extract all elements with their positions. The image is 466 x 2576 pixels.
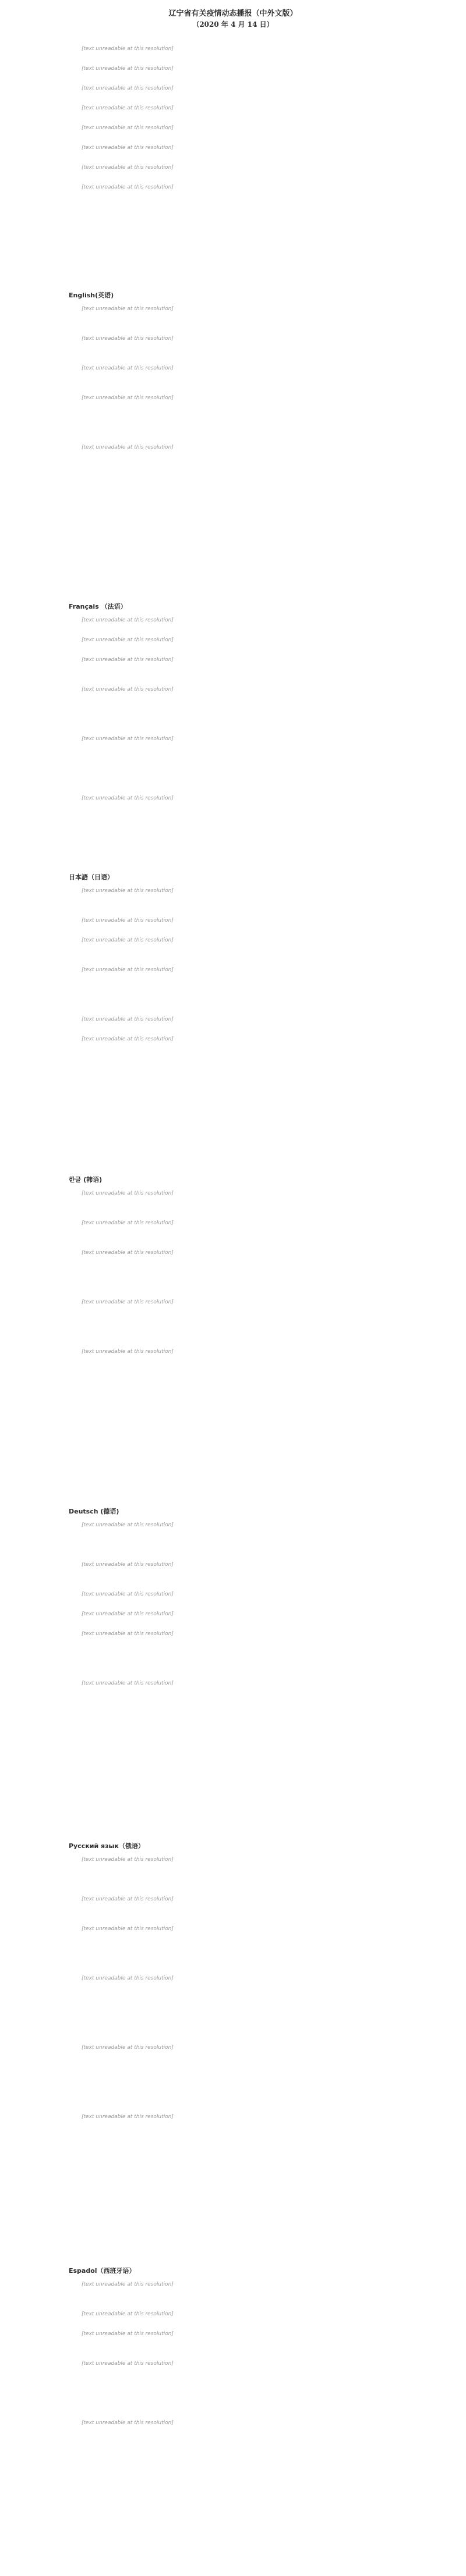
paragraph — [69, 1188, 397, 1218]
section-heading: English(英语) — [69, 292, 114, 299]
paragraph — [69, 1034, 397, 1083]
unreadable-placeholder: [text unreadable at this resolution] — [82, 165, 174, 170]
unreadable-placeholder: [text unreadable at this resolution] — [82, 86, 174, 91]
paragraph — [69, 734, 397, 793]
unreadable-placeholder: [text unreadable at this resolution] — [82, 795, 174, 801]
paragraph — [69, 1589, 397, 1609]
paragraph — [69, 182, 397, 212]
unreadable-placeholder: [text unreadable at this resolution] — [82, 445, 174, 450]
section-heading: 日本語（日语） — [69, 873, 114, 881]
paragraph — [69, 393, 397, 442]
paragraph — [69, 1218, 397, 1248]
paragraph — [69, 793, 397, 811]
unreadable-placeholder: [text unreadable at this resolution] — [82, 2114, 174, 2120]
document-title: 辽宁省有关疫情动态播报（中外文版） — [168, 9, 298, 18]
unreadable-placeholder: [text unreadable at this resolution] — [82, 1680, 174, 1686]
paragraph — [69, 1520, 397, 1559]
unreadable-placeholder: [text unreadable at this resolution] — [82, 1349, 174, 1355]
section-japanese — [69, 873, 397, 1083]
unreadable-placeholder: [text unreadable at this resolution] — [82, 395, 174, 401]
section-heading: Espadol（西班牙语） — [69, 2267, 136, 2275]
unreadable-placeholder: [text unreadable at this resolution] — [82, 687, 174, 692]
unreadable-placeholder: [text unreadable at this resolution] — [82, 1611, 174, 1617]
section-korean — [69, 1175, 397, 1406]
unreadable-placeholder: [text unreadable at this resolution] — [82, 1896, 174, 1902]
unreadable-placeholder: [text unreadable at this resolution] — [82, 1926, 174, 1932]
document-date: （2020 年 4 月 14 日） — [192, 20, 274, 29]
unreadable-placeholder: [text unreadable at this resolution] — [82, 184, 174, 190]
unreadable-placeholder: [text unreadable at this resolution] — [82, 1250, 174, 1256]
unreadable-placeholder: [text unreadable at this resolution] — [82, 125, 174, 131]
paragraph — [69, 655, 397, 684]
paragraph — [69, 2418, 397, 2477]
paragraph — [69, 162, 397, 182]
unreadable-placeholder: [text unreadable at this resolution] — [82, 306, 174, 312]
paragraph — [69, 333, 397, 363]
paragraph — [69, 1559, 397, 1589]
unreadable-placeholder: [text unreadable at this resolution] — [82, 145, 174, 151]
paragraph — [69, 965, 397, 1014]
unreadable-placeholder: [text unreadable at this resolution] — [82, 1562, 174, 1568]
paragraph — [69, 123, 397, 143]
section-heading: 한글 (韩语) — [69, 1176, 103, 1184]
paragraph — [69, 2329, 397, 2358]
unreadable-placeholder: [text unreadable at this resolution] — [82, 637, 174, 643]
paragraph — [69, 935, 397, 965]
section-heading: Русский язык（俄语） — [69, 1842, 144, 1850]
paragraph — [69, 1973, 397, 2042]
unreadable-placeholder: [text unreadable at this resolution] — [82, 736, 174, 742]
unreadable-placeholder: [text unreadable at this resolution] — [82, 1017, 174, 1022]
unreadable-placeholder: [text unreadable at this resolution] — [82, 1631, 174, 1637]
unreadable-placeholder: [text unreadable at this resolution] — [82, 365, 174, 371]
unreadable-placeholder: [text unreadable at this resolution] — [82, 937, 174, 943]
paragraph — [69, 1609, 397, 1629]
unreadable-placeholder: [text unreadable at this resolution] — [82, 2282, 174, 2287]
paragraph — [69, 103, 397, 123]
paragraph — [69, 1629, 397, 1678]
paragraph — [69, 442, 397, 492]
unreadable-placeholder: [text unreadable at this resolution] — [82, 1857, 174, 1863]
unreadable-placeholder: [text unreadable at this resolution] — [82, 336, 174, 342]
section-russian — [69, 1842, 397, 2131]
paragraph — [69, 1678, 397, 1728]
paragraph — [69, 83, 397, 103]
paragraph — [69, 1346, 397, 1406]
paragraph — [69, 44, 397, 63]
paragraph — [69, 635, 397, 655]
paragraph — [69, 915, 397, 935]
unreadable-placeholder: [text unreadable at this resolution] — [82, 1191, 174, 1196]
unreadable-placeholder: [text unreadable at this resolution] — [82, 888, 174, 894]
section-chinese — [69, 44, 397, 212]
unreadable-placeholder: [text unreadable at this resolution] — [82, 1591, 174, 1597]
paragraph — [69, 1014, 397, 1034]
unreadable-placeholder: [text unreadable at this resolution] — [82, 918, 174, 923]
unreadable-placeholder: [text unreadable at this resolution] — [82, 105, 174, 111]
unreadable-placeholder: [text unreadable at this resolution] — [82, 2420, 174, 2426]
paragraph — [69, 1248, 397, 1297]
paragraph — [69, 615, 397, 635]
section-english — [69, 291, 397, 492]
paragraph — [69, 63, 397, 83]
section-heading: Français （法语） — [69, 603, 127, 610]
paragraph — [69, 363, 397, 393]
section-heading: Deutsch (德语) — [69, 1508, 119, 1515]
paragraph — [69, 2042, 397, 2112]
unreadable-placeholder: [text unreadable at this resolution] — [82, 46, 174, 52]
title-block — [69, 9, 397, 30]
unreadable-placeholder: [text unreadable at this resolution] — [82, 2045, 174, 2051]
paragraph — [69, 684, 397, 734]
unreadable-placeholder: [text unreadable at this resolution] — [82, 1522, 174, 1528]
paragraph — [69, 2112, 397, 2131]
section-german — [69, 1507, 397, 1728]
section-french — [69, 602, 397, 811]
unreadable-placeholder: [text unreadable at this resolution] — [82, 1220, 174, 1226]
paragraph — [69, 1894, 397, 1924]
paragraph — [69, 2309, 397, 2329]
paragraph — [69, 1297, 397, 1346]
unreadable-placeholder: [text unreadable at this resolution] — [82, 617, 174, 623]
paragraph — [69, 2358, 397, 2418]
unreadable-placeholder: [text unreadable at this resolution] — [82, 2361, 174, 2367]
paragraph — [69, 143, 397, 162]
paragraph — [69, 2279, 397, 2309]
unreadable-placeholder: [text unreadable at this resolution] — [82, 66, 174, 72]
unreadable-placeholder: [text unreadable at this resolution] — [82, 1036, 174, 1042]
unreadable-placeholder: [text unreadable at this resolution] — [82, 967, 174, 973]
paragraph — [69, 304, 397, 333]
unreadable-placeholder: [text unreadable at this resolution] — [82, 1299, 174, 1305]
unreadable-placeholder: [text unreadable at this resolution] — [82, 657, 174, 663]
paragraph — [69, 886, 397, 915]
paragraph — [69, 1924, 397, 1973]
unreadable-placeholder: [text unreadable at this resolution] — [82, 1975, 174, 1981]
unreadable-placeholder: [text unreadable at this resolution] — [82, 2331, 174, 2337]
unreadable-placeholder: [text unreadable at this resolution] — [82, 2311, 174, 2317]
section-spanish — [69, 2266, 397, 2477]
paragraph — [69, 1854, 397, 1894]
